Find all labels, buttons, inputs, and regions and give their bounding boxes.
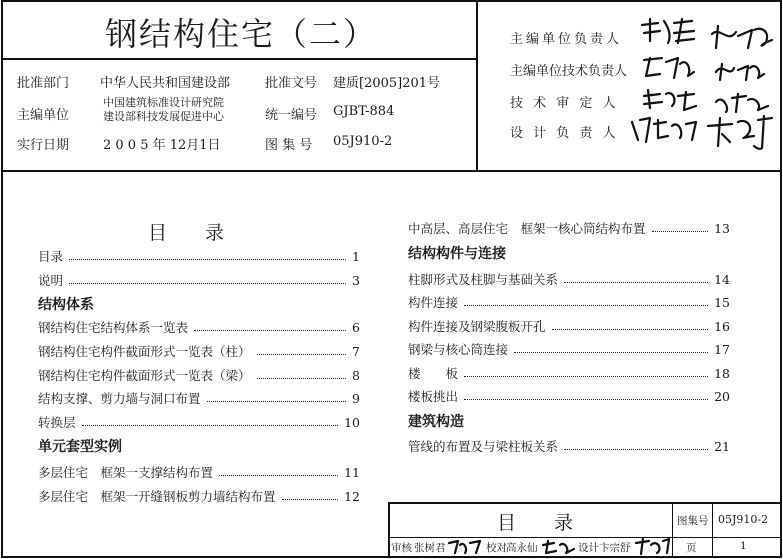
toc-leader: [219, 475, 338, 476]
toc-item[interactable]: [38, 366, 360, 384]
toc-item-title: 转换层: [38, 415, 76, 430]
toc-item-title: 楼板挑出: [408, 389, 459, 404]
toc-leader: [207, 401, 347, 402]
toc-item-title: 结构支撑、剪力墙与洞口布置: [38, 391, 201, 406]
toc-item[interactable]: [38, 247, 360, 265]
editor-unit-line2: 建设部科技发展促进中心: [103, 110, 224, 123]
toc-item[interactable]: [38, 342, 360, 360]
toc-item-page: 8: [352, 367, 360, 383]
signature-chief-unit-2: [708, 22, 776, 52]
design-label: 设计: [578, 542, 599, 554]
approval-doc-label: 批准文号: [265, 76, 318, 91]
toc-section-unit-examples: 单元套型实例: [38, 439, 122, 455]
check-label: 校对: [486, 542, 507, 554]
title-block-div-1: [672, 502, 673, 558]
toc-item-page: 16: [714, 318, 730, 334]
title-block-div-2: [712, 502, 713, 558]
toc-item-page: 10: [344, 414, 360, 430]
toc-leader: [282, 499, 339, 500]
approval-dept-label: 批准部门: [17, 76, 70, 91]
signature-review: [446, 537, 484, 557]
toc-item-title: 管线的布置及与梁柱板关系: [408, 439, 559, 454]
toc-item-page: 20: [714, 388, 730, 404]
toc-item-title: 说明: [38, 273, 64, 288]
toc-item-page: 1: [352, 248, 360, 264]
signature-chief-tech-2: [712, 58, 768, 84]
toc-leader: [464, 399, 708, 400]
toc-item[interactable]: [408, 340, 730, 358]
toc-item-title: 构件连接: [408, 295, 459, 310]
toc-item[interactable]: [408, 270, 730, 288]
resp-label-chief-unit: 主编单位负责人: [510, 32, 623, 47]
effective-date-value: 2 0 0 5 年 12月1日: [103, 138, 221, 153]
toc-item[interactable]: [38, 463, 360, 481]
toc-leader: [69, 283, 346, 284]
toc-item[interactable]: [38, 487, 360, 505]
atlas-no-label: 图 集 号: [265, 138, 313, 153]
toc-item-page: 18: [714, 365, 730, 381]
toc-item-title: 钢结构住宅构件截面形式一览表（柱）: [38, 344, 251, 359]
toc-heading: 目 录: [148, 222, 225, 244]
toc-item-page: 12: [344, 488, 360, 504]
unified-no-value: GJBT-884: [333, 104, 395, 119]
toc-item-page: 11: [344, 464, 360, 480]
toc-leader: [69, 259, 346, 260]
toc-item-page: 6: [352, 319, 360, 335]
resp-label-design-lead: 设 计 负 责 人: [510, 126, 619, 141]
toc-item-title: 钢结构住宅构件截面形式一览表（梁）: [38, 368, 251, 383]
toc-leader: [652, 231, 709, 232]
toc-leader: [257, 354, 347, 355]
toc-item-page: 15: [714, 294, 730, 310]
toc-item-title: 多层住宅 框架一支撑结构布置: [38, 465, 214, 480]
signature-chief-tech-1: [640, 52, 696, 82]
signature-chief-unit-1: [638, 15, 698, 47]
toc-item-page: 7: [352, 343, 360, 359]
toc-item[interactable]: [38, 389, 360, 407]
toc-section-members-connections: 结构构件与连接: [408, 246, 506, 262]
header-bottom-rule: [1, 170, 782, 172]
toc-item[interactable]: [408, 387, 730, 405]
signature-check: [540, 537, 576, 557]
toc-item[interactable]: [408, 437, 730, 455]
toc-item-title: 钢梁与核心筒连接: [408, 342, 509, 357]
toc-item-page: 21: [714, 438, 730, 454]
toc-item-title: 楼 板: [408, 366, 459, 381]
signature-design-lead-1: [628, 114, 700, 146]
header-title-rule: [1, 58, 477, 60]
editor-unit-label: 主编单位: [17, 108, 70, 123]
toc-item-page: 14: [714, 271, 730, 287]
effective-date-label: 实行日期: [17, 138, 70, 153]
review-label: 审核: [391, 542, 412, 554]
toc-item[interactable]: [38, 413, 360, 431]
toc-section-building-construction: 建筑构造: [408, 414, 464, 430]
signature-tech-review-1: [640, 86, 700, 114]
toc-leader: [82, 425, 339, 426]
design-name: 卞宗舒: [599, 542, 631, 554]
signature-design: [633, 535, 671, 557]
toc-item-title: 目录: [38, 249, 64, 264]
toc-leader: [257, 378, 347, 379]
toc-item[interactable]: [38, 318, 360, 336]
unified-no-label: 统一编号: [265, 108, 318, 123]
toc-item[interactable]: [408, 219, 730, 237]
approval-doc-value: 建质[2005]201号: [333, 76, 441, 91]
toc-item-title: 多层住宅 框架一开缝钢板剪力墙结构布置: [38, 489, 276, 504]
toc-item-title: 构件连接及钢梁腹板开孔: [408, 319, 546, 334]
toc-item-page: 3: [352, 272, 360, 288]
toc-item[interactable]: [408, 364, 730, 382]
resp-label-chief-tech: 主编单位技术负责人: [510, 64, 628, 79]
toc-item-page: 13: [714, 220, 730, 236]
atlas-title: 钢结构住宅（二）: [105, 15, 378, 53]
toc-item-title: 钢结构住宅结构体系一览表: [38, 320, 189, 335]
signature-design-lead-2: [702, 112, 778, 152]
atlas-no-value: 05J910-2: [333, 134, 393, 149]
toc-item-page: 9: [352, 390, 360, 406]
toc-item-title: 柱脚形式及柱脚与基础关系: [408, 272, 559, 287]
review-name: 张树君: [414, 542, 446, 554]
check-name: 高永仙: [506, 542, 538, 554]
toc-item[interactable]: [408, 317, 730, 335]
title-block-atlas-value: 05J910-2: [718, 513, 769, 526]
toc-leader: [464, 305, 708, 306]
toc-item-title: 中高层、高层住宅 框架一核心筒结构布置: [408, 221, 646, 236]
toc-item[interactable]: [38, 271, 360, 289]
toc-item-page: 17: [714, 341, 730, 357]
editor-unit-line1: 中国建筑标准设计研究院: [103, 96, 224, 109]
toc-leader: [194, 330, 346, 331]
approval-dept-value: 中华人民共和国建设部: [100, 76, 231, 91]
title-block-atlas-label: 图集号: [677, 515, 709, 527]
page-label: 页: [686, 542, 697, 554]
toc-leader: [514, 352, 708, 353]
toc-leader: [564, 282, 708, 283]
resp-label-tech-review: 技 术 审 定 人: [510, 96, 619, 111]
header-divider: [476, 0, 478, 170]
toc-leader: [564, 449, 708, 450]
title-block-name: 目 录: [497, 512, 574, 534]
toc-item[interactable]: [408, 293, 730, 311]
toc-leader: [464, 376, 708, 377]
toc-section-structure-system: 结构体系: [38, 297, 94, 313]
page-value: 1: [740, 540, 747, 552]
toc-leader: [552, 329, 709, 330]
